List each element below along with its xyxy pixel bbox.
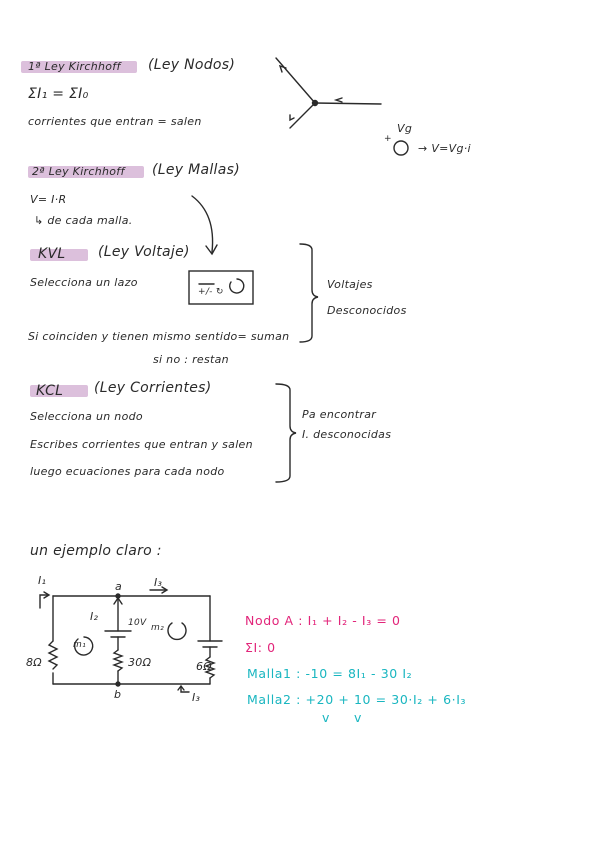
vg-label: Vg [397,122,413,135]
label-node-b: b [114,688,122,701]
label-i3: I₃ [154,576,163,589]
v-mark-2: v [354,710,362,725]
eq-malla1: Malla1 : -10 = 8I₁ - 30 I₂ [247,666,413,681]
kvl-brace1: Voltajes [327,278,373,291]
kvl-line1: Selecciona un lazo [30,276,138,289]
vg-plus: + [384,134,392,144]
label-i3-bottom: I₃ [192,691,201,704]
label-10v: 10V [128,618,147,628]
example-title: un ejemplo claro : [30,543,162,559]
ley2-paren: (Ley Mallas) [152,162,240,178]
kcl-brace1: Pa encontrar [302,408,377,421]
v-mark-1: v [322,710,330,725]
kvl-brace2: Desconocidos [327,304,407,317]
ley2-note: ↳ de cada malla. [34,214,133,227]
ley2-heading: 2ª Ley Kirchhoff [32,165,125,178]
label-i1: I₁ [38,574,47,587]
label-i2: I₂ [90,610,99,623]
label-8ohm: 8Ω [26,656,43,669]
kcl-line1: Selecciona un nodo [30,410,143,423]
label-node-a: a [115,580,123,593]
kcl-paren: (Ley Corrientes) [94,380,212,396]
ley2-formula: V= I·R [30,193,67,206]
kcl-heading: KCL [36,383,64,399]
ley1-heading: 1ª Ley Kirchhoff [28,60,121,73]
kvl-line3: si no : restan [153,353,229,366]
ley1-text: corrientes que entran = salen [28,115,202,128]
eq-sum: ΣI: 0 [245,640,276,655]
kvl-paren: (Ley Voltaje) [98,244,190,260]
label-6ohm: 6Ω [196,660,213,673]
kvl-heading: KVL [38,246,66,262]
kcl-brace2: I. desconocidas [302,428,392,441]
ley1-paren: (Ley Nodos) [148,57,236,73]
kvl-box-text: +/- ↻ [198,287,224,297]
kvl-line2: Si coinciden y tienen mismo sentido= suman [28,330,290,343]
ley1-formula: ΣI₁ = ΣI₀ [28,86,89,102]
label-m1: m₁ [73,640,86,650]
kcl-line2: Escribes corrientes que entran y salen [30,438,253,451]
eq-malla2: Malla2 : +20 + 10 = 30·I₂ + 6·I₃ [247,692,467,707]
vg-relation: → V=Vg·i [418,142,471,155]
label-m2: m₂ [151,623,164,633]
label-30ohm: 30Ω [128,656,152,669]
eq-nodo: Nodo A : I₁ + I₂ - I₃ = 0 [245,613,401,628]
kcl-line3: luego ecuaciones para cada nodo [30,465,225,478]
